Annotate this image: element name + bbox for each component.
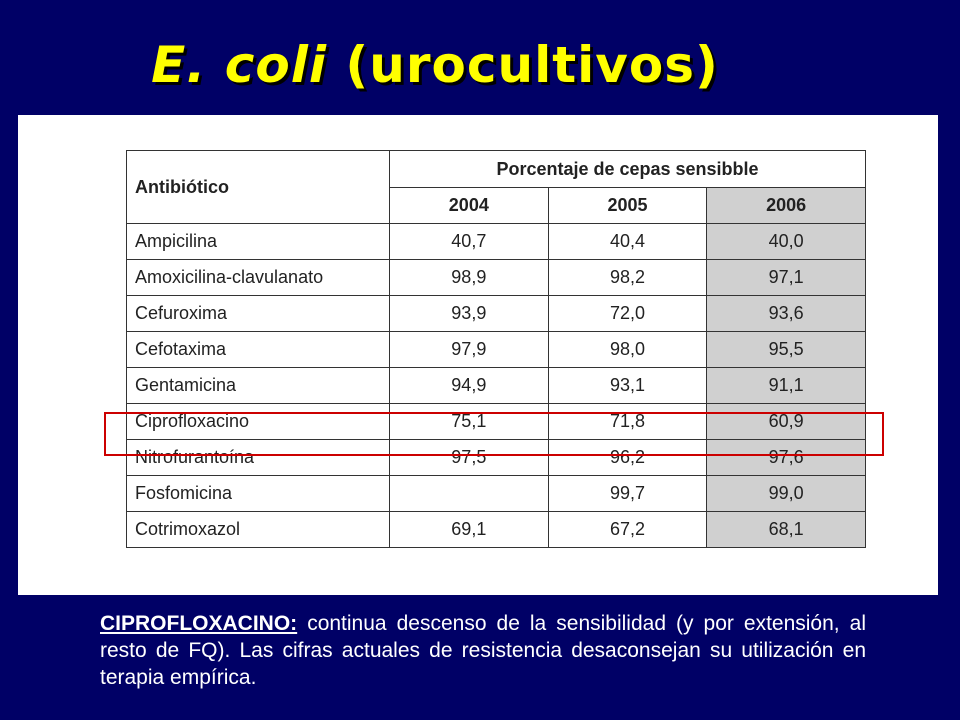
cell-2005: 99,7 [548,476,707,512]
table-row [127,368,866,404]
row-name: Nitrofurantoína [127,440,390,476]
cell-2004 [390,476,549,512]
footer-text: continua descenso de la sensibilidad (y por extensión, al resto de FQ). Las cifras actuales de resistencia desaconsejan su utilización en terapia empírica. [100,612,866,689]
cell-2005: 40,4 [548,224,707,260]
header-year-2005: 2005 [548,188,707,224]
cell-2005: 96,2 [548,440,707,476]
row-name: Ampicilina [127,224,390,260]
cell-2005: 72,0 [548,296,707,332]
cell-2005: 71,8 [548,404,707,440]
header-year-2004: 2004 [390,188,549,224]
row-name: Ciprofloxacino [127,404,390,440]
cell-2006: 95,5 [707,332,866,368]
cell-2006: 60,9 [707,404,866,440]
table-row [127,512,866,548]
cell-2006: 93,6 [707,296,866,332]
footer-note [100,610,866,691]
row-name: Cefotaxima [127,332,390,368]
cell-2006: 40,0 [707,224,866,260]
table-row [127,332,866,368]
cell-2004: 94,9 [390,368,549,404]
row-name: Cefuroxima [127,296,390,332]
table-row [127,296,866,332]
cell-2006: 99,0 [707,476,866,512]
title-italic: E. coli [151,36,327,94]
cell-2004: 93,9 [390,296,549,332]
row-name: Gentamicina [127,368,390,404]
cell-2006: 91,1 [707,368,866,404]
footer-lead: CIPROFLOXACINO: [100,612,298,635]
row-name: Fosfomicina [127,476,390,512]
cell-2004: 75,1 [390,404,549,440]
cell-2005: 98,0 [548,332,707,368]
header-antibiotic: Antibiótico [127,151,390,224]
cell-2006: 68,1 [707,512,866,548]
table-row [127,260,866,296]
slide-title [0,30,870,100]
cell-2005: 93,1 [548,368,707,404]
title-rest: (urocultivos) [326,36,719,94]
cell-2004: 40,7 [390,224,549,260]
row-highlight-box [104,412,884,456]
cell-2005: 67,2 [548,512,707,548]
cell-2004: 69,1 [390,512,549,548]
row-name: Amoxicilina-clavulanato [127,260,390,296]
cell-2004: 98,9 [390,260,549,296]
table-row [127,224,866,260]
header-percentage: Porcentaje de cepas sensibble [390,151,866,188]
cell-2005: 98,2 [548,260,707,296]
cell-2006: 97,6 [707,440,866,476]
table-panel [18,115,938,595]
cell-2004: 97,9 [390,332,549,368]
cell-2006: 97,1 [707,260,866,296]
row-name: Cotrimoxazol [127,512,390,548]
table-row [127,476,866,512]
header-year-2006: 2006 [707,188,866,224]
sensitivity-table [126,150,866,548]
cell-2004: 97,5 [390,440,549,476]
